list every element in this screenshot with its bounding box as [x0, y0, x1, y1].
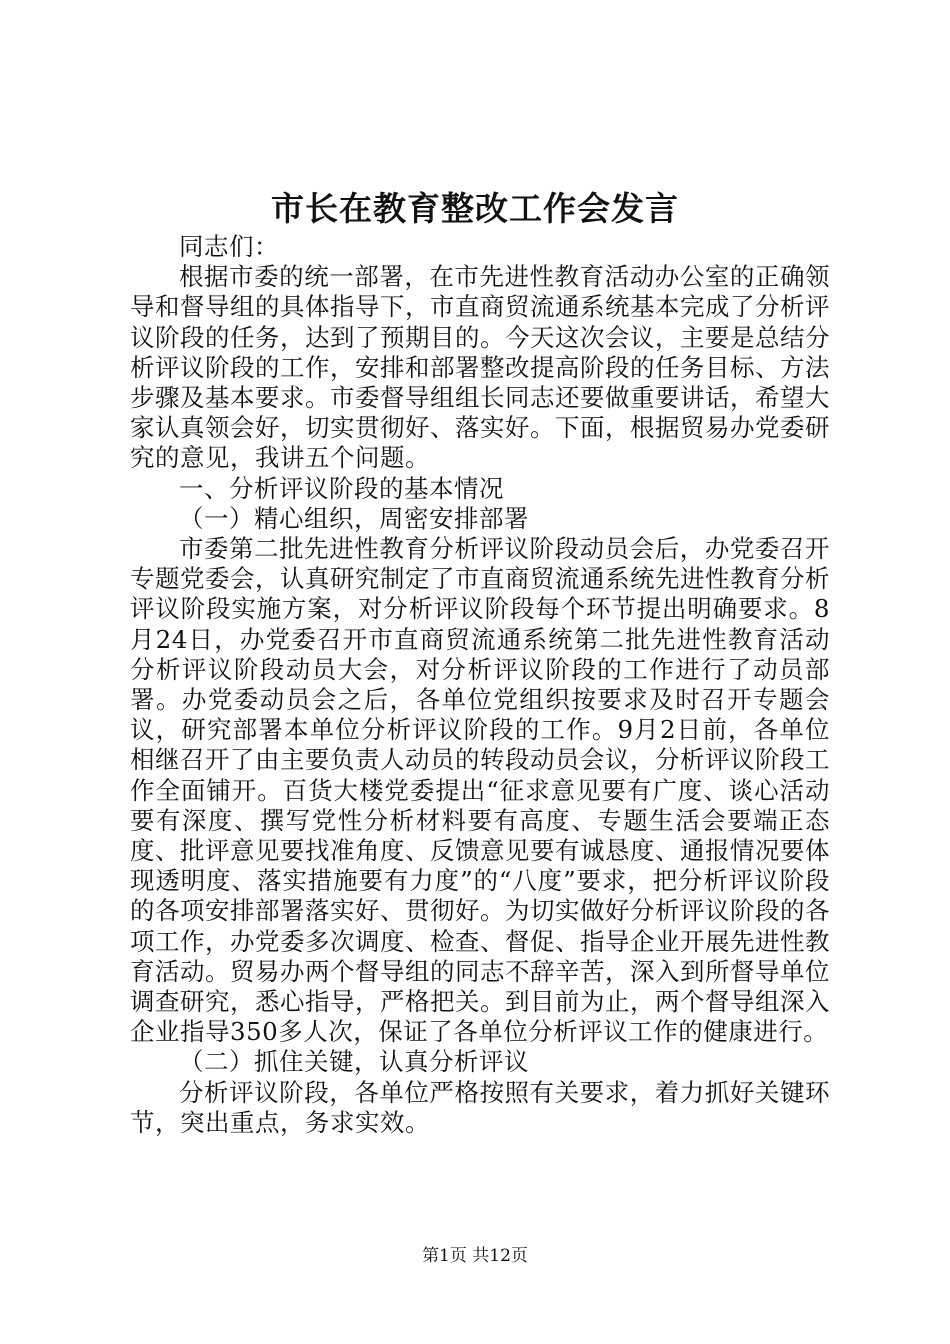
subsection-heading-1: （一）精心组织，周密安排部署	[179, 503, 529, 533]
body-paragraph-1: 市委第二批先进性教育分析评议阶段动员会后，办党委召开专题党委会，认真研究制定了市直商贸流通系统先进性教育分析评议阶段实施方案，对分析评议阶段每个环节提出明确要求。8月24日，办党委召开市直商贸流通系统第二批先进性教育活动分析评议阶段动员大会，对分析评议阶段的工作进行了动员部署。办党委动员会之后，各单位党组织按要求及时召开专题会议，研究部署本单位分析评议阶段的工作。9月2日前，各单位相继召开了由主要负责人动员的转段动员会议，分析评议阶段工作全面铺开。百货大楼党委提出“征求意见要有广度、谈心活动要有深度、撰写党性分析材料要有高度、专题生活会要端正态度、批评意见要找准角度、反馈意见要有诚恳度、通报情况要体现透明度、落实措施要有力度”的“八度”要求，把分析评议阶段的各项安排部署落实好、贯彻好。为切实做好分析评议阶段的各项工作，办党委多次调度、检查、督促、指导企业开展先进性教育活动。贸易办两个督导组的同志不辞辛苦，深入到所督导单位调查研究，悉心指导，严格把关。到目前为止，两个督导组深入企业指导350多人次，保证了各单位分析评议工作的健康进行。	[130, 534, 830, 1047]
document-body	[130, 232, 830, 1138]
subsection-heading-2: （二）抓住关键，认真分析评议	[179, 1047, 529, 1077]
section-heading-1: 一、分析评议阶段的基本情况	[179, 473, 504, 503]
document-title: 市长在教育整改工作会发言	[271, 189, 679, 228]
page-number-footer: 第1页 共12页	[422, 1246, 528, 1266]
intro-paragraph: 根据市委的统一部署，在市先进性教育活动办公室的正确领导和督导组的具体指导下，市直商贸流通系统基本完成了分析评议阶段的任务，达到了预期目的。今天这次会议，主要是总结分析评议阶段的工作，安排和部署整改提高阶段的任务目标、方法步骤及基本要求。市委督导组组长同志还要做重要讲话，希望大家认真领会好，切实贯彻好、落实好。下面，根据贸易办党委研究的意见，我讲五个问题。	[130, 262, 830, 473]
salutation: 同志们：	[179, 232, 279, 261]
body-paragraph-2: 分析评议阶段，各单位严格按照有关要求，着力抓好关键环节，突出重点，务求实效。	[130, 1077, 830, 1137]
